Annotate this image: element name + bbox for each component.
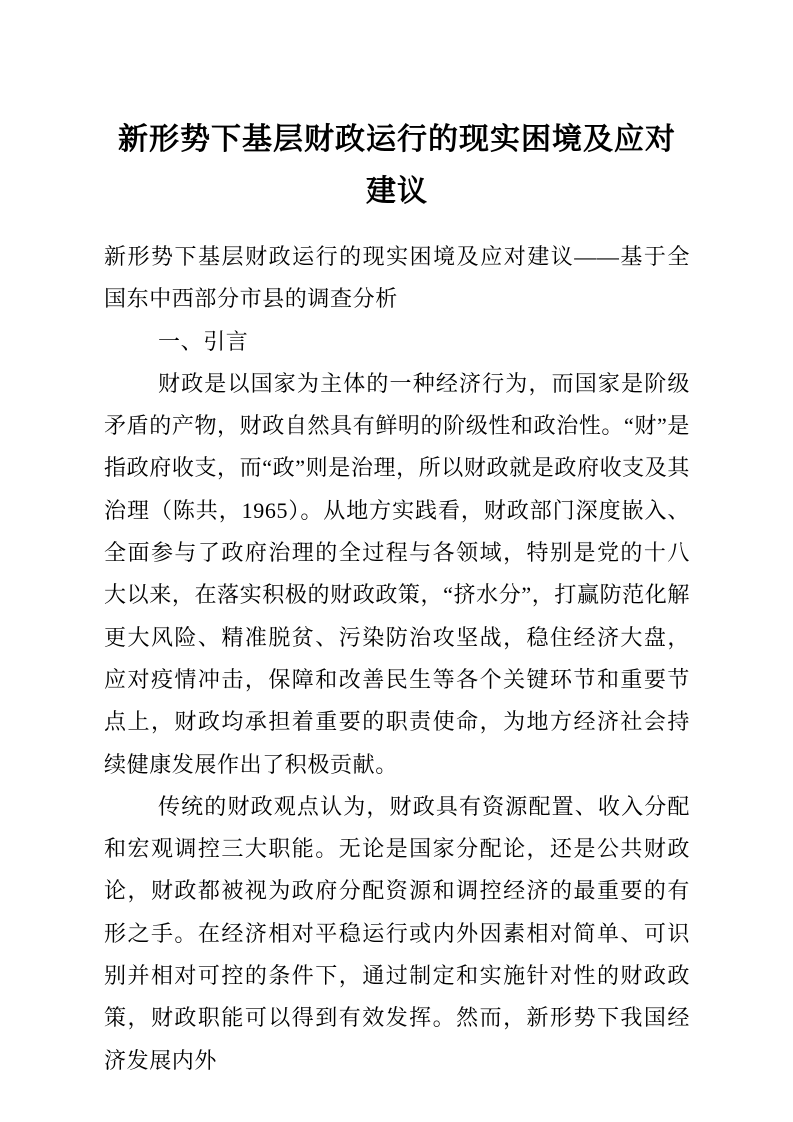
body-paragraph-1: 财政是以国家为主体的一种经济行为，而国家是阶级矛盾的产物，财政自然具有鲜明的阶级性和政治性。“财”是指政府收支，而“政”则是治理，所以财政就是政府收支及其治理（陈共，1965）。从地方实践看，财政部门深度嵌入、全面参与了政府治理的全过程与各领域，特别是党的十八大以来，在落实积极的财政政策，“挤水分”，打赢防范化解更大风险、精准脱贫、污染防治攻坚战，稳住经济大盘，应对疫情冲击，保障和改善民生等各个关键环节和重要节点上，财政均承担着重要的职责使命，为地方经济社会持续健康发展作出了积极贡献。 (104, 370, 690, 777)
document-title-line1: 新形势下基层财政运行的现实困境及应对 (118, 123, 676, 156)
body-paragraph-2: 传统的财政观点认为，财政具有资源配置、收入分配和宏观调控三大职能。无论是国家分配论，还是公共财政论，财政都被视为政府分配资源和调控经济的最重要的有形之手。在经济相对平稳运行或内外因素相对简单、可识别并相对可控的条件下，通过制定和实施针对性的财政政策，财政职能可以得到有效发挥。然而，新形势下我国经济发展内外 (104, 793, 690, 1073)
document-title-line2: 建议 (366, 175, 428, 208)
section-heading-introduction: 一、引言 (158, 328, 249, 354)
document-body (104, 236, 690, 1082)
document-subtitle-paragraph: 新形势下基层财政运行的现实困境及应对建议——基于全国东中西部分市县的调查分析 (104, 244, 690, 312)
document-title (104, 114, 690, 218)
